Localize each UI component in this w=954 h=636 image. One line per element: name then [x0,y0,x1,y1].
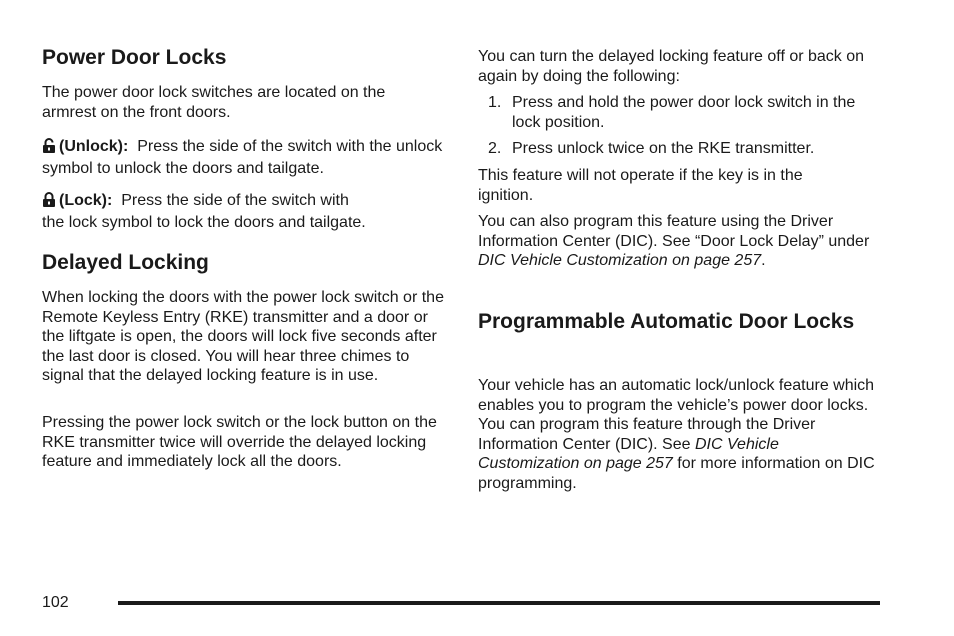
lock-icon [42,192,56,213]
list-item-number: 2. [488,140,502,157]
unlock-text: Press the side of the switch with the unlock symbol to unlock the doors and tailgate. [42,138,443,177]
page-number: 102 [42,594,69,611]
auto-lock-reference: DIC Vehicle Customization on page 257 [478,435,779,472]
lock-text-a: Press the side of the switch with [121,192,349,209]
auto-lock-text-end: for more information on DIC programming. [478,455,875,492]
list-item [478,93,884,132]
paragraph-override: Pressing the power lock switch or the lock button on the RKE transmitter twice will override the delayed locking feature and immediately lock all the doors. [42,414,437,470]
lock-text-b: the lock symbol to lock the doors and tailgate. [42,213,366,231]
paragraph-lock [42,191,448,232]
dic-text-end: . [761,252,766,269]
heading-delayed-locking: Delayed Locking [42,251,209,274]
footer-rule [118,601,880,605]
paragraph-unlock [42,137,448,178]
paragraph-automatic-lock [478,376,884,493]
list-item-text: Press unlock twice on the RKE transmitter. [512,140,815,157]
heading-power-door-locks: Power Door Locks [42,46,227,69]
paragraph-ignition: This feature will not operate if the key is in the ignition. [478,167,803,204]
paragraph-switch-location: The power door lock switches are located on the armrest on the front doors. [42,84,386,121]
paragraph-dic [478,212,884,271]
list-item [478,139,884,159]
lock-label: (Lock): [59,192,113,209]
paragraph-turn-off: You can turn the delayed locking feature off or back on again by doing the following: [478,48,865,85]
dic-reference: DIC Vehicle Customization on page 257 [478,252,762,269]
paragraph-delayed-locking: When locking the doors with the power lock switch or the Remote Keyless Entry (RKE) transmitter and a door or the liftgate is open, the doors will lock five seconds after the last door is closed. You will hear three chimes to signal that the delayed locking feature is in use. [42,289,444,384]
list-item-text: Press and hold the power door lock switch in the lock position. [512,94,856,131]
list-item-number: 1. [488,94,502,111]
dic-text: You can also program this feature using the Driver Information Center (DIC). See “Door Lock Delay” under [478,213,870,250]
heading-programmable-locks: Programmable Automatic Door Locks [478,310,855,333]
unlock-label: (Unlock): [59,138,129,155]
auto-lock-text: Your vehicle has an automatic lock/unlock feature which enables you to program the vehicle’s power door locks. You can program this feature through the Driver Information Center (DIC). See [478,377,875,453]
unlock-icon [42,138,56,159]
